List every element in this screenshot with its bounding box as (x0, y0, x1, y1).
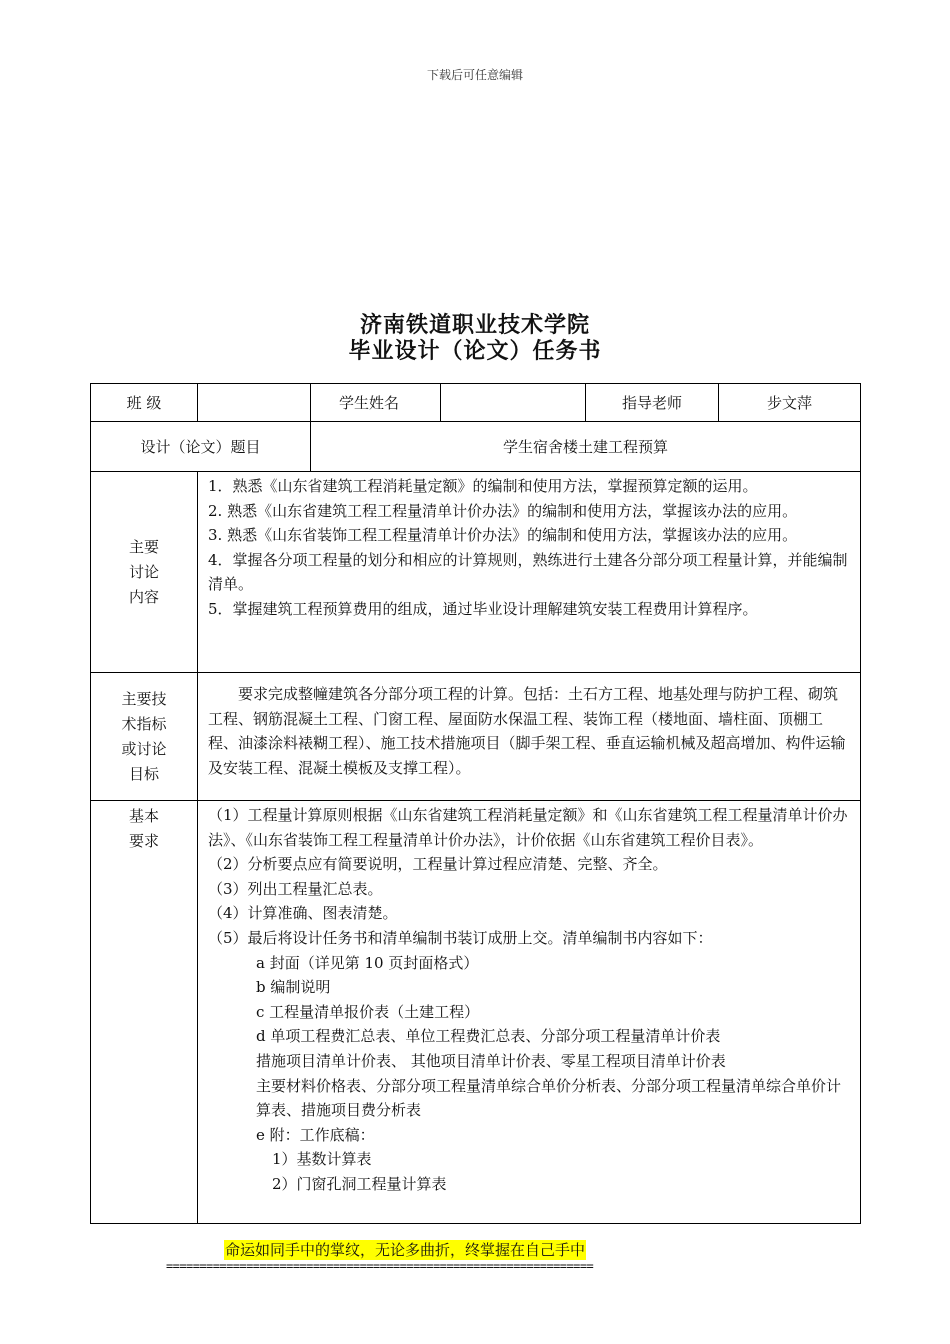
targets-content (198, 673, 861, 801)
discussion-content (198, 472, 861, 673)
separator-line: ================================================================ (166, 1259, 594, 1273)
discussion-item: 2. 熟悉《山东省建筑工程工程量清单计价办法》的编制和使用方法，掌握该办法的应用。 (208, 501, 798, 520)
advisor-value: 步文萍 (719, 384, 861, 422)
motto-highlight: 命运如同手中的掌纹，无论多曲折，终掌握在自己手中 (225, 1241, 586, 1259)
requirement-item: （4）计算准确、图表清楚。 (208, 904, 398, 923)
discussion-label: 主要 讨论 内容 (91, 472, 198, 673)
appendix-item: 2）门窗孔洞工程量计算表 (272, 1174, 447, 1193)
requirement-sub-item: e 附：工作底稿： (256, 1125, 375, 1144)
requirement-item: （5）最后将设计任务书和清单编制书装订成册上交。清单编制书内容如下： (208, 928, 713, 947)
requirement-sub-item: 主要材料价格表、分部分项工程量清单综合单价分析表、分部分项工程量清单综合单价计算表、措施项目费分析表 (256, 1076, 842, 1120)
class-value-field[interactable] (198, 384, 311, 422)
discussion-item: 3. 熟悉《山东省装饰工程工程量清单计价办法》的编制和使用方法，掌握该办法的应用。 (208, 526, 798, 545)
requirement-item: （2）分析要点应有简要说明，工程量计算过程应清楚、完整、齐全。 (208, 855, 668, 874)
download-note: 下载后可任意编辑 (426, 68, 523, 82)
requirement-item: （3）列出工程量汇总表。 (208, 879, 383, 898)
discussion-item: 4．掌握各分项工程量的划分和相应的计算规则，熟练进行土建各分部分项工程量计算，并能编制清单。 (208, 550, 848, 594)
requirements-label: 基本 要求 (91, 801, 198, 1224)
targets-label: 主要技 术指标 或讨论 目标 (91, 673, 198, 801)
requirements-row (91, 801, 861, 1224)
requirement-sub-item: 措施项目清单计价表、 其他项目清单计价表、零星工程项目清单计价表 (256, 1051, 726, 1070)
targets-text: 要求完成整幢建筑各分部分项工程的计算。包括：土石方工程、地基处理与防护工程、砌筑工程、钢筋混凝土工程、门窗工程、屋面防水保温工程、装饰工程（楼地面、墙柱面、顶棚工程、油漆涂料裱糊工程）、施工技术措施项目（脚手架工程、垂直运输机械及超高增加、构件运输及安装工程、混凝土模板及支撑工程）。 (208, 685, 846, 777)
student-label: 学生姓名 (311, 384, 441, 422)
topic-label: 设计（论文）题目 (91, 422, 311, 472)
topic-row (91, 422, 861, 472)
requirement-sub-item: a 封面（详见第 10 页封面格式） (256, 953, 479, 972)
requirement-sub-item: d 单项工程费汇总表、单位工程费汇总表、分部分项工程量清单计价表 (256, 1027, 721, 1046)
task-form-table (90, 383, 861, 1224)
class-label: 班 级 (91, 384, 198, 422)
student-name-field[interactable] (441, 384, 586, 422)
info-row (91, 384, 861, 422)
appendix-item: 1）基数计算表 (272, 1150, 372, 1169)
requirement-sub-item: b 编制说明 (256, 978, 331, 997)
advisor-label: 指导老师 (586, 384, 719, 422)
school-title: 济南铁道职业技术学院 (359, 312, 590, 338)
requirement-item: （1）工程量计算原则根据《山东省建筑工程消耗量定额》和《山东省建筑工程工程量清单计价办法》、《山东省装饰工程工程量清单计价办法》，计价依据《山东省建筑工程价目表》。 (208, 806, 848, 849)
discussion-item: 5．掌握建筑工程预算费用的组成，通过毕业设计理解建筑安装工程费用计算程序。 (208, 599, 758, 618)
requirements-content (198, 801, 861, 1224)
discussion-row (91, 472, 861, 673)
document-title: 毕业设计（论文）任务书 (348, 338, 602, 364)
discussion-item: 1．熟悉《山东省建筑工程消耗量定额》的编制和使用方法，掌握预算定额的运用。 (208, 477, 758, 495)
requirement-sub-item: c 工程量清单报价表（土建工程） (256, 1002, 480, 1021)
targets-row (91, 673, 861, 801)
topic-value: 学生宿舍楼土建工程预算 (311, 422, 861, 472)
